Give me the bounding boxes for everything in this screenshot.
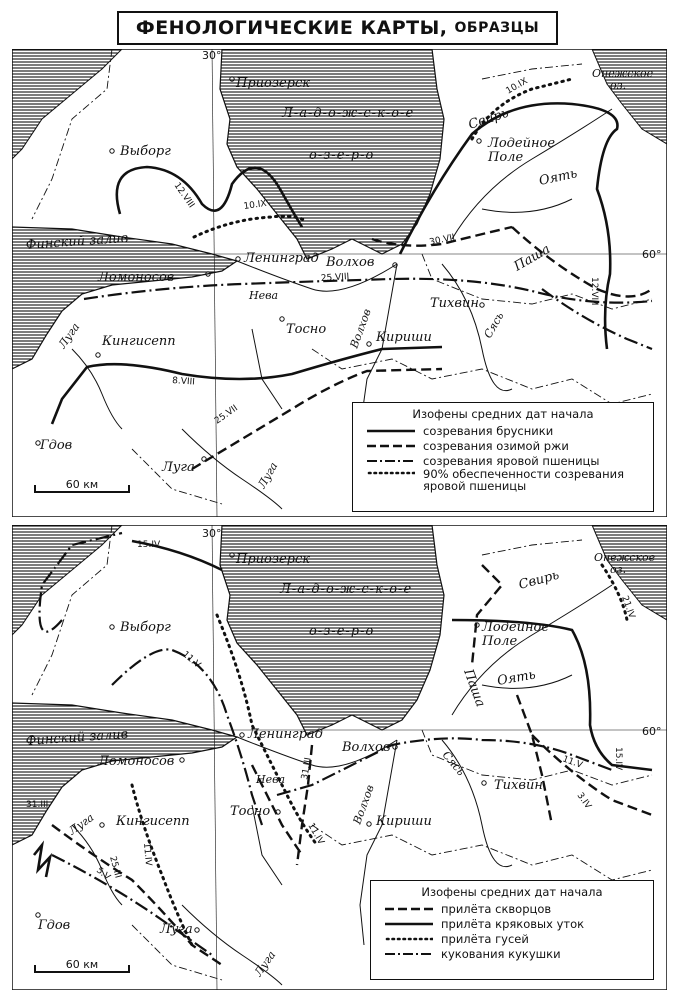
vyborg-bay: [12, 49, 122, 159]
meridian-label: 30°: [202, 527, 222, 540]
iso-label: 31.III: [26, 800, 49, 810]
label-oz: оз.: [610, 79, 627, 92]
label-gdov: Гдов: [40, 438, 73, 453]
solid-line-swatch: [385, 919, 433, 929]
label-pole: Поле: [482, 634, 518, 649]
isophene-solid-coast: [34, 845, 50, 877]
city-dot: [480, 303, 484, 307]
legend-item-dashdot: [353, 453, 653, 468]
label-vyborg: Выборг: [120, 144, 171, 159]
label-svir: Свирь: [517, 567, 561, 593]
bottom-scale-bar: [34, 958, 130, 976]
title-box: [117, 11, 558, 45]
iso-label: 15.IV: [613, 747, 623, 771]
label-leningrad: Ленинград: [248, 727, 323, 742]
legend-label: созревания брусники: [423, 423, 554, 438]
label-kingisepp: Кингисепп: [102, 334, 176, 349]
iso-label: 11.IV: [305, 821, 326, 847]
label-volkhov-river: Волхов: [350, 783, 377, 827]
city-dot: [96, 353, 100, 357]
label-onezhskoe: Онежское: [594, 551, 656, 564]
meridian-label: 30°: [202, 49, 222, 62]
label-neva: Нева: [256, 773, 286, 786]
city-dot: [202, 457, 206, 461]
label-lomonosov: Ломоносов: [98, 270, 175, 285]
scale-label: 60 км: [65, 478, 99, 491]
label-finsky: Финский залив: [25, 726, 129, 749]
label-syas: Сясь: [439, 748, 468, 779]
city-dot: [482, 781, 486, 785]
label-lake-word: о-з-е-р-о: [309, 624, 375, 639]
label-priozersk: Приозерск: [236, 552, 311, 567]
city-dot: [240, 733, 244, 737]
label-tikhvin: Тихвин: [430, 296, 479, 311]
vyborg-bay: [12, 525, 122, 635]
city-dot: [36, 913, 40, 917]
legend-title: Изофены средних дат начала: [421, 885, 603, 899]
label-luga-river-2: Луга: [251, 948, 279, 979]
legend-item-dashdot: [371, 946, 653, 961]
label-neva: Нева: [249, 289, 279, 302]
label-pole: Поле: [488, 150, 524, 165]
city-dot: [110, 625, 114, 629]
iso-label: 25.VIII: [320, 272, 350, 284]
iso-label: 11.V: [180, 649, 203, 671]
iso-label: 10.IX: [504, 76, 530, 97]
legend-label: прилёта гусей: [441, 931, 529, 946]
legend-label: прилёта скворцов: [441, 901, 552, 916]
legend-label: кукования кукушки: [441, 946, 561, 961]
label-oyat: Оять: [496, 667, 537, 689]
label-oyat: Оять: [537, 166, 579, 189]
scale-label: 60 км: [65, 958, 99, 971]
iso-label: 5.V: [94, 865, 112, 883]
label-kirishi: Кириши: [376, 330, 432, 345]
label-leningrad: Ленинград: [244, 251, 319, 266]
meridian-line: [212, 49, 217, 517]
page-title: ФЕНОЛОГИЧЕСКИЕ КАРТЫ,: [135, 17, 448, 39]
top-scale-bar: [34, 478, 130, 496]
label-onezhskoe: Онежское: [592, 67, 654, 80]
label-luga-town: Луга: [160, 922, 193, 937]
onega-lake: [592, 49, 667, 144]
label-lake-word: о-з-е-р-о: [309, 148, 375, 163]
iso-label: 30.VII: [428, 232, 456, 248]
label-lomonosov: Ломоносов: [98, 754, 175, 769]
legend-item-dotted: [371, 931, 653, 946]
parallel-label: 60°: [642, 248, 662, 261]
label-volkhov: Волхов: [326, 255, 375, 270]
label-finsky: Финский залив: [25, 230, 129, 253]
dashdot-line-swatch: [385, 949, 433, 959]
city-dot: [110, 149, 114, 153]
label-pasha: Паша: [460, 667, 488, 710]
iso-label: 31.III: [300, 756, 314, 781]
legend-label: созревания яровой пшеницы: [423, 453, 600, 468]
legend-label: прилёта кряковых уток: [441, 916, 585, 931]
city-dot: [100, 823, 104, 827]
city-dot: [367, 342, 371, 346]
parallel-label: 60°: [642, 725, 662, 738]
iso-label: 10.IX: [243, 198, 268, 212]
city-dot: [477, 139, 481, 143]
dashed-line-swatch: [385, 904, 433, 914]
iso-label: 25.VII: [212, 403, 240, 427]
iso-label: 3.IV: [574, 790, 593, 811]
iso-label: 12.VIII: [589, 277, 599, 306]
legend-label: 90% обеспеченности созревания яровой пшеницы: [423, 467, 625, 493]
iso-label: 11.V: [560, 754, 584, 771]
legend-item-solid: [371, 916, 653, 931]
iso-label: 11.IV: [141, 842, 153, 867]
legend-title: Изофены средних дат начала: [412, 407, 594, 421]
label-tosno: Тосно: [286, 322, 327, 337]
iso-label: 25.III: [107, 855, 123, 880]
label-oz: оз.: [610, 563, 627, 576]
label-kirishi: Кириши: [376, 814, 432, 829]
dotted-line-swatch: [367, 468, 415, 478]
bottom-legend: [370, 880, 654, 980]
label-syas: Сясь: [481, 309, 507, 341]
label-vyborg: Выборг: [120, 620, 171, 635]
city-dot: [195, 928, 199, 932]
label-luga-river: Луга: [55, 320, 83, 351]
iso-label: 12.VIII: [171, 180, 197, 211]
solid-line-swatch: [367, 426, 415, 436]
label-lake-name: Л-а-д-о-ж-с-к-о-е: [282, 106, 415, 121]
legend-item-dashed: [353, 438, 653, 453]
label-lodeynoe: Лодейное: [482, 620, 550, 635]
city-dot: [180, 758, 184, 762]
label-tikhvin: Тихвин: [494, 778, 543, 793]
label-kingisepp: Кингисепп: [116, 814, 190, 829]
label-luga-town: Луга: [162, 460, 195, 475]
label-volkhov-river: Волхов: [347, 307, 374, 351]
city-dot: [367, 822, 371, 826]
dashdot-line-swatch: [367, 456, 415, 466]
top-legend: [352, 402, 654, 512]
iso-label: 21.IV: [619, 594, 637, 620]
label-pasha: Паша: [511, 241, 553, 275]
label-lodeynoe: Лодейное: [488, 136, 556, 151]
city-dot: [280, 317, 284, 321]
label-priozersk: Приозерск: [236, 76, 311, 91]
label-luga-river: Луга: [66, 810, 97, 838]
label-volkhov: Волхов: [342, 740, 391, 755]
legend-item-solid: [353, 423, 653, 438]
page-subtitle: ОБРАЗЦЫ: [454, 20, 540, 36]
dotted-line-swatch: [385, 934, 433, 944]
legend-item-dotted: [353, 468, 653, 494]
legend-item-dashed: [371, 901, 653, 916]
city-dot: [236, 257, 240, 261]
label-luga-river-2: Луга: [255, 460, 281, 491]
iso-label: 15.IV: [137, 540, 161, 550]
label-svir: Свирь: [466, 105, 511, 133]
label-lake-name: Л-а-д-о-ж-с-к-о-е: [280, 582, 413, 597]
dashed-line-swatch: [367, 441, 415, 451]
meridian-line: [212, 525, 217, 990]
legend-label: созревания озимой ржи: [423, 438, 569, 453]
label-tosno: Тосно: [230, 804, 271, 819]
label-gdov: Гдов: [38, 918, 71, 933]
iso-label: 8.VIII: [171, 376, 196, 388]
